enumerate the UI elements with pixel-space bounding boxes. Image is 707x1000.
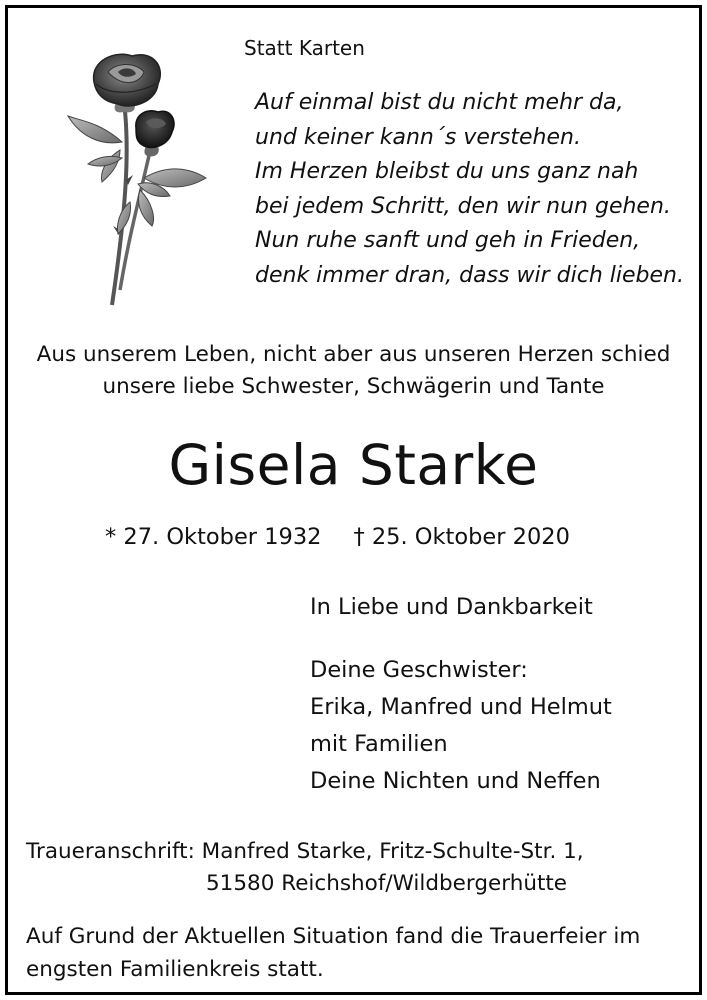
note-line: Auf Grund der Aktuellen Situation fand die Trauerfeier im [26, 924, 641, 949]
poem-line: Auf einmal bist du nicht mehr da, [255, 90, 624, 115]
deceased-name: Gisela Starke [168, 433, 539, 497]
birth-date: * 27. Oktober 1932 [105, 524, 322, 550]
intro-line: unsere liebe Schwester, Schwägerin und Tante [102, 374, 605, 399]
funeral-note [26, 920, 640, 986]
life-dates [105, 524, 570, 550]
poem-line: Nun ruhe sanft und geh in Frieden, [255, 228, 641, 253]
poem [255, 86, 684, 293]
intro-line: Aus unserem Leben, nicht aber aus unseren Herzen schied [36, 342, 671, 367]
statt-karten-label: Statt Karten [244, 36, 365, 60]
poem-line: und keiner kann´s verstehen. [255, 124, 581, 150]
poem-line: bei jedem Schritt, den wir nun gehen. [255, 193, 671, 219]
family-line: Deine Geschwister: [310, 657, 528, 683]
thanks-line: In Liebe und Dankbarkeit [310, 594, 593, 620]
intro-text [8, 339, 699, 403]
family-line: Deine Nichten und Neffen [310, 768, 601, 794]
family-line: mit Familien [310, 731, 448, 757]
note-line: engsten Familienkreis statt. [26, 957, 324, 982]
mourning-address [26, 836, 584, 900]
death-date: † 25. Oktober 2020 [353, 524, 570, 550]
rose-icon [60, 50, 220, 312]
obituary-card [5, 5, 702, 995]
poem-line: Im Herzen bleibst du uns ganz nah [255, 159, 639, 184]
address-line: Traueranschrift: Manfred Starke, Fritz-Schulte-Str. 1, [26, 839, 584, 864]
address-line: 51580 Reichshof/Wildbergerhütte [206, 871, 568, 896]
family-signatures [310, 652, 612, 800]
family-line: Erika, Manfred und Helmut [310, 694, 612, 720]
poem-line: denk immer dran, dass wir dich lieben. [255, 262, 684, 288]
